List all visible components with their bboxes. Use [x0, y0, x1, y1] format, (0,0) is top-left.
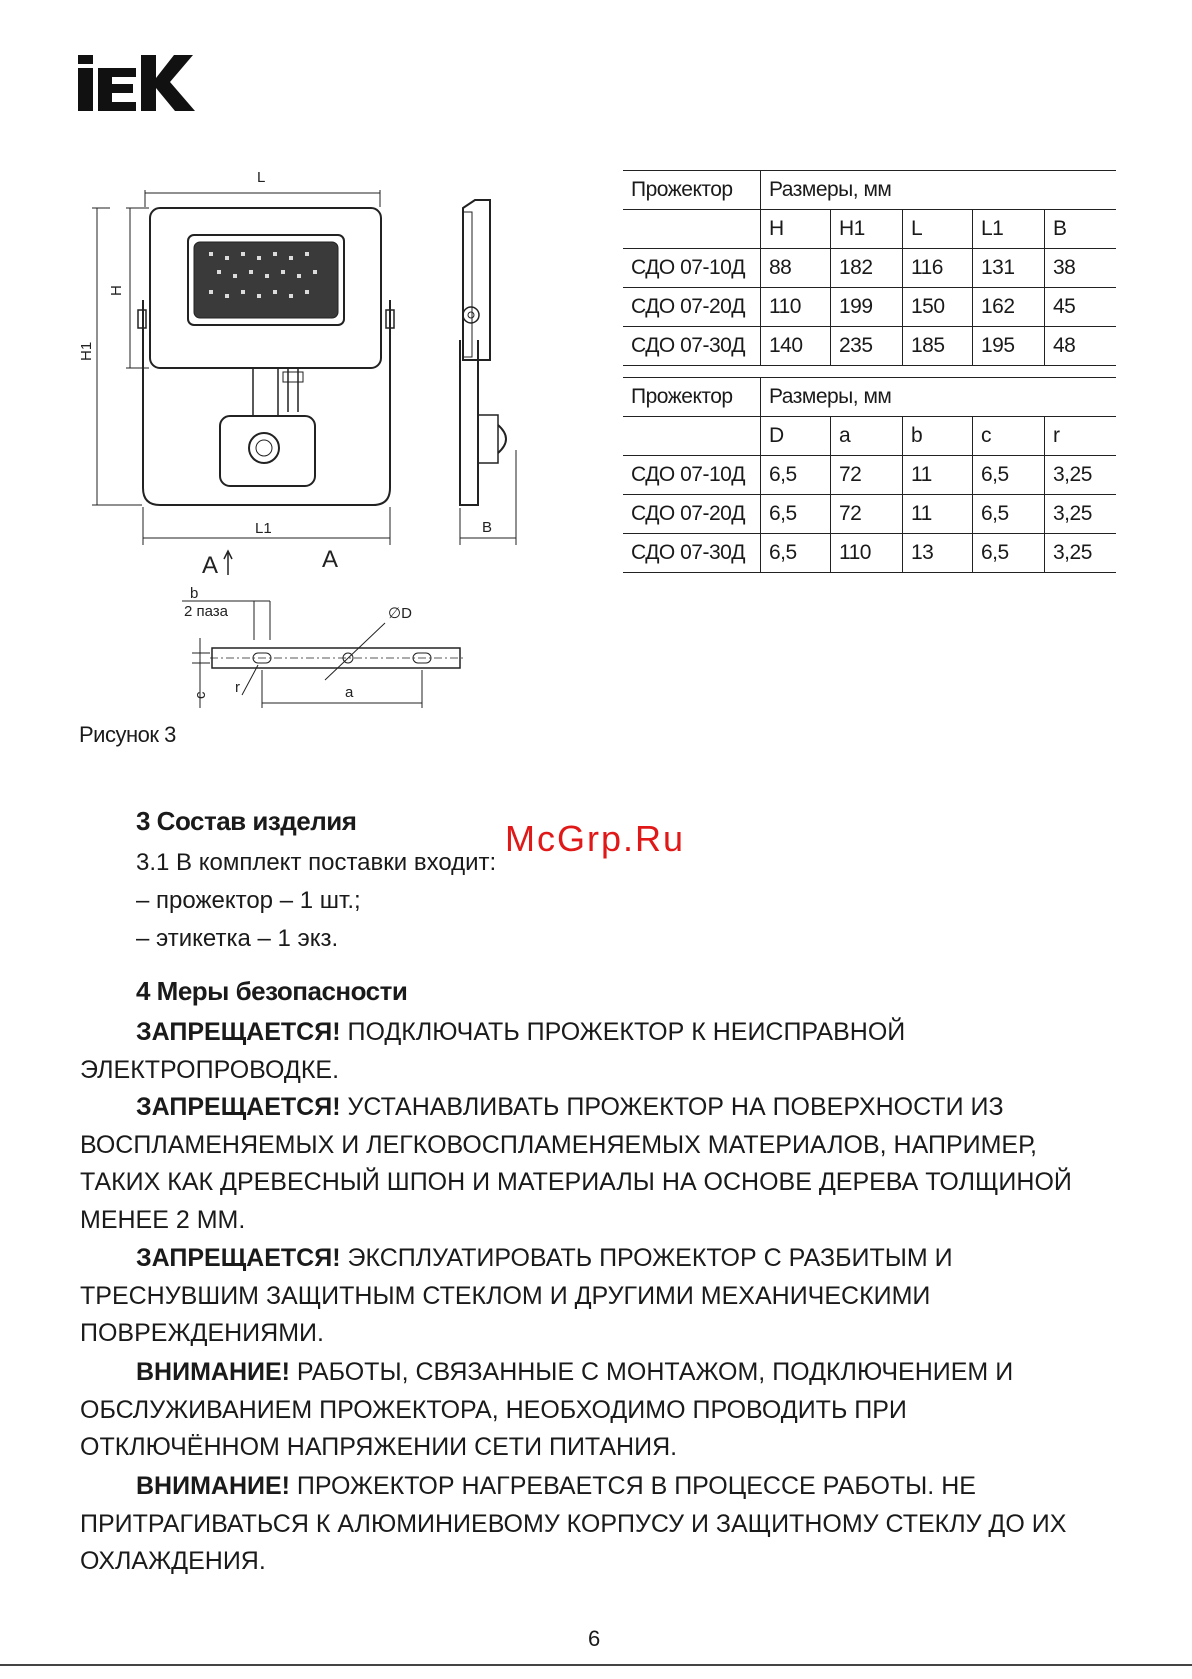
- table-cell: 3,25: [1045, 495, 1117, 534]
- table1-header-group: Размеры, мм: [761, 171, 1117, 210]
- dim-label-L: L: [257, 169, 266, 186]
- table-cell: 131: [973, 249, 1045, 288]
- table-cell: 48: [1045, 327, 1117, 366]
- table-cell: 38: [1045, 249, 1117, 288]
- table-cell: 162: [973, 288, 1045, 327]
- table-cell: 6,5: [761, 495, 831, 534]
- table-cell: 199: [831, 288, 903, 327]
- table1-col-h: H: [761, 210, 831, 249]
- table-cell: 116: [903, 249, 973, 288]
- iek-logo: [78, 55, 196, 111]
- dim-label-b: b: [190, 585, 199, 602]
- table1-col-l1: L1: [973, 210, 1045, 249]
- table-cell: 185: [903, 327, 973, 366]
- bottom-rule: [0, 1664, 1192, 1666]
- dimensions-table-2: [623, 377, 1116, 573]
- table2-col-d: D: [761, 417, 831, 456]
- row-name: СДО 07-10Д: [623, 456, 761, 495]
- safety-paragraph-2: [80, 1089, 1100, 1239]
- dim-label-slots: 2 паза: [184, 603, 229, 620]
- table-cell: 6,5: [973, 534, 1045, 573]
- dim-label-H: H: [108, 285, 125, 296]
- table-cell: 182: [831, 249, 903, 288]
- row-name: СДО 07-10Д: [623, 249, 761, 288]
- figure-caption: Рисунок 3: [79, 722, 176, 747]
- dim-label-a: a: [345, 684, 354, 701]
- table-cell: 6,5: [973, 456, 1045, 495]
- warning-label: ВНИМАНИЕ!: [136, 1358, 290, 1386]
- dim-label-r: r: [235, 679, 240, 696]
- table-cell: 11: [903, 495, 973, 534]
- table1-col-h1: H1: [831, 210, 903, 249]
- table-cell: 88: [761, 249, 831, 288]
- table2-col-a: a: [831, 417, 903, 456]
- warning-label: ЗАПРЕЩАЕТСЯ!: [136, 1244, 341, 1272]
- dim-label-L1: L1: [255, 520, 272, 537]
- safety-paragraph-1: [80, 1014, 1100, 1089]
- warning-label: ВНИМАНИЕ!: [136, 1472, 290, 1500]
- table-cell: 140: [761, 327, 831, 366]
- safety-paragraph-5: [80, 1468, 1100, 1581]
- table-cell: 110: [761, 288, 831, 327]
- table-cell: 110: [831, 534, 903, 573]
- table1-col-b: B: [1045, 210, 1117, 249]
- dim-label-B: B: [482, 519, 493, 536]
- watermark: McGrp.Ru: [505, 818, 686, 859]
- table-cell: 11: [903, 456, 973, 495]
- warning-text: РАБОТЫ, СВЯЗАННЫЕ С МОНТАЖОМ, ПОДКЛЮЧЕНИЕМ И ОБСЛУЖИВАНИЕМ ПРОЖЕКТОРА, НЕОБХОДИМО ПРОВОДИТЬ ПРИ ОТКЛЮЧЁННОМ НАПРЯЖЕНИИ СЕТИ ПИТАНИЯ.: [80, 1358, 1014, 1461]
- warning-text: ЭКСПЛУАТИРОВАТЬ ПРОЖЕКТОР С РАЗБИТЫМ И ТРЕСНУВШИМ ЗАЩИТНЫМ СТЕКЛОМ И ДРУГИМИ МЕХАНИЧЕСКИМИ ПОВРЕЖДЕНИЯМИ.: [80, 1244, 953, 1347]
- table2-header-col: Прожектор: [623, 378, 761, 417]
- table-row: [623, 249, 1116, 288]
- table-cell: 45: [1045, 288, 1117, 327]
- dim-label-H1: H1: [78, 341, 95, 361]
- section-3-heading: 3 Состав изделия: [136, 806, 357, 836]
- section-3-line-3: – этикетка – 1 экз.: [136, 925, 339, 952]
- table2-header-group: Размеры, мм: [761, 378, 1117, 417]
- table-cell: 3,25: [1045, 534, 1117, 573]
- safety-paragraph-3: [80, 1240, 1100, 1353]
- warning-label: ЗАПРЕЩАЕТСЯ!: [136, 1018, 341, 1046]
- page-number: 6: [588, 1626, 601, 1651]
- row-name: СДО 07-20Д: [623, 495, 761, 534]
- warning-text: ПРОЖЕКТОР НАГРЕВАЕТСЯ В ПРОЦЕССЕ РАБОТЫ. НЕ ПРИТРАГИВАТЬСЯ К АЛЮМИНИЕВОМУ КОРПУСУ И ЗАЩИТНОМУ СТЕКЛУ ДО ИХ ОХЛАЖДЕНИЯ.: [80, 1472, 1067, 1575]
- section-3-line-1: 3.1 В комплект поставки входит:: [136, 849, 497, 876]
- dimensions-table-1: [623, 170, 1116, 366]
- table-row: [623, 288, 1116, 327]
- row-name: СДО 07-30Д: [623, 327, 761, 366]
- dim-label-c: c: [192, 691, 209, 699]
- table-cell: 72: [831, 456, 903, 495]
- table-row: [623, 534, 1116, 573]
- dimension-drawing: [70, 160, 630, 720]
- table-cell: 150: [903, 288, 973, 327]
- table-row: [623, 495, 1116, 534]
- table-cell: 6,5: [973, 495, 1045, 534]
- table-cell: 13: [903, 534, 973, 573]
- table-cell: 3,25: [1045, 456, 1117, 495]
- table-row: [623, 327, 1116, 366]
- table-cell: 235: [831, 327, 903, 366]
- dim-label-d: ∅D: [388, 605, 412, 622]
- table1-col-l: L: [903, 210, 973, 249]
- warning-label: ЗАПРЕЩАЕТСЯ!: [136, 1093, 341, 1121]
- table1-blank-cell: [623, 210, 761, 249]
- safety-paragraph-4: [80, 1354, 1100, 1467]
- section-label-a-right: A: [322, 546, 339, 573]
- section-4-heading: 4 Меры безопасности: [136, 976, 408, 1006]
- table-cell: 195: [973, 327, 1045, 366]
- table2-blank-cell: [623, 417, 761, 456]
- table2-col-b: b: [903, 417, 973, 456]
- table2-col-r: r: [1045, 417, 1117, 456]
- warning-text: УСТАНАВЛИВАТЬ ПРОЖЕКТОР НА ПОВЕРХНОСТИ ИЗ ВОСПЛАМЕНЯЕМЫХ И ЛЕГКОВОСПЛАМЕНЯЕМЫХ МАТЕРИАЛОВ, НАПРИМЕР, ТАКИХ КАК ДРЕВЕСНЫЙ ШПОН И МАТЕРИАЛЫ НА ОСНОВЕ ДЕРЕВА ТОЛЩИНОЙ МЕНЕЕ 2 ММ.: [80, 1093, 1072, 1234]
- table1-header-col: Прожектор: [623, 171, 761, 210]
- row-name: СДО 07-30Д: [623, 534, 761, 573]
- table-row: [623, 456, 1116, 495]
- row-name: СДО 07-20Д: [623, 288, 761, 327]
- table-cell: 72: [831, 495, 903, 534]
- warning-text: ПОДКЛЮЧАТЬ ПРОЖЕКТОР К НЕИСПРАВНОЙ ЭЛЕКТРОПРОВОДКЕ.: [80, 1018, 906, 1084]
- section-3-line-2: – прожектор – 1 шт.;: [136, 887, 361, 914]
- table-cell: 6,5: [761, 456, 831, 495]
- table-cell: 6,5: [761, 534, 831, 573]
- section-label-a-left: A: [202, 552, 219, 579]
- table2-col-c: c: [973, 417, 1045, 456]
